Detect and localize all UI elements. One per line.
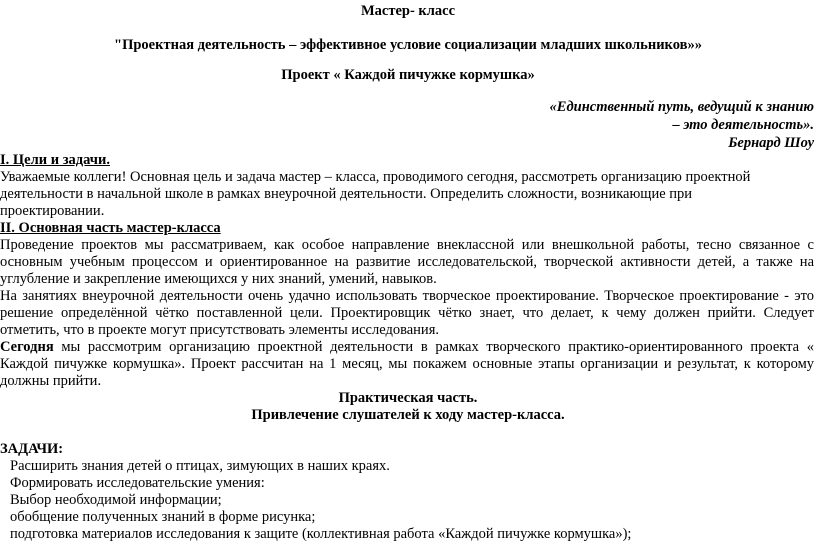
section-2-line-4: На занятиях внеурочной деятельности очень удачно использовать творческое проектирование. Творческое проектирование - это [0, 288, 814, 304]
doc-subtitle: "Проектная деятельность – эффективное условие социализации младших школьников»» [114, 37, 702, 53]
section-1-line-2: деятельности в начальной школе в рамках внеурочной деятельности. Определить сложности, возникающие при [0, 186, 693, 202]
task-item: Формировать исследовательские умения: [10, 475, 265, 491]
section-2-heading: II. Основная часть мастер-класса [0, 220, 221, 236]
today-rest: мы рассмотрим организацию проектной деятельности в рамках творческого практико-ориентированного проекта « [53, 339, 814, 355]
practical-subtitle: Привлечение слушателей к ходу мастер-класса. [251, 407, 565, 423]
section-1-line-3: проектировании. [0, 203, 105, 219]
doc-title: Мастер- класс [360, 3, 456, 19]
epigraph-author: Бернард Шоу [728, 135, 814, 151]
section-2-line-6: отметить, что в проекте могут присутствовать элементы исследования. [0, 322, 439, 338]
practical-title: Практическая часть. [338, 390, 478, 406]
section-1-heading: I. Цели и задачи. [0, 152, 110, 168]
section-2-line-8: Каждой пичужке кормушка». Проект рассчитан на 1 месяц, мы покажем основные этапы организации и результат, к которому [0, 356, 814, 372]
task-item: Расширить знания детей о птицах, зимующих в наших краях. [10, 458, 390, 474]
section-2-line-5: решение определённой чётко поставленной цели. Проектировщик чётко знает, что делает, к чему должен прийти. Следует [0, 305, 814, 321]
today-bold: Сегодня [0, 339, 54, 355]
section-2-line-3: углубление и закрепление имеющихся у них знаний, умений, навыков. [0, 271, 437, 287]
section-2-line-1: Проведение проектов мы рассматриваем, как особое направление внеклассной или внешкольной работы, тесно связанное с [0, 237, 814, 253]
project-title: Проект « Каждой пичужке кормушка» [281, 67, 535, 83]
section-2-line-2: основным учебным процессом и ориентированное на развитие исследовательской, творческой активности детей, а также на [0, 254, 814, 270]
task-item: Выбор необходимой информации; [10, 492, 222, 508]
task-item: подготовка материалов исследования к защите (коллективная работа «Каждой пичужке кормушка»); [10, 526, 632, 542]
section-2-line-9: должны прийти. [0, 373, 102, 389]
section-2-line-7 [0, 338, 814, 356]
section-1-line-1: Уважаемые коллеги! Основная цель и задача мастер – класса, проводимого сегодня, рассмотреть организацию проектной [0, 169, 751, 185]
tasks-heading: ЗАДАЧИ: [0, 441, 64, 457]
epigraph-line-1: «Единственный путь, ведущий к знанию [549, 99, 814, 115]
task-item: обобщение полученных знаний в форме рисунка; [10, 509, 316, 525]
epigraph-line-2: – это деятельность». [672, 117, 814, 133]
